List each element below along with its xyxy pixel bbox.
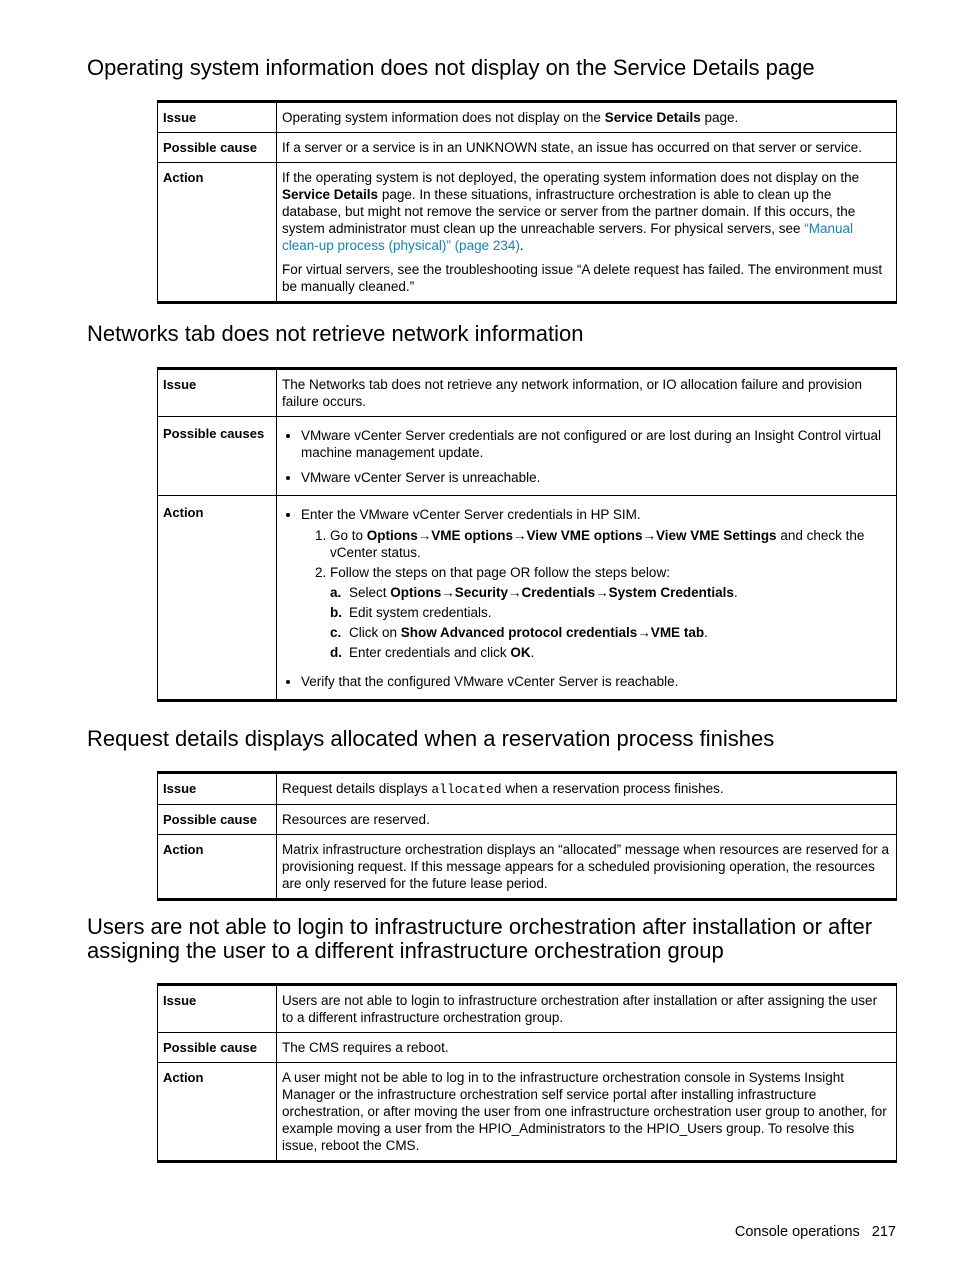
row-value: If a server or a service is in an UNKNOWN state, an issue has occurred on that server or service. [277, 133, 897, 163]
troubleshooting-table [157, 100, 897, 304]
substep-item: c. Click on Show Advanced protocol credentials→VME tab. [330, 625, 708, 640]
issue-row [158, 985, 897, 1033]
action-list [282, 506, 891, 690]
step-item: 1. Go to Options→VME options→View VME options→View VME Settings and check the vCenter status. [330, 527, 891, 561]
section-heading: Operating system information does not display on the Service Details page [87, 55, 815, 80]
troubleshooting-table [157, 983, 897, 1163]
cause-row [158, 1033, 897, 1063]
code-term: allocated [431, 782, 502, 797]
action-paragraph: If the operating system is not deployed, the operating system information does not display on the Service Details page. In these situations, infrastructure orchestration is able to clean up the database, but might not remove the service or server from the partner domain. If this occurs, the system administrator must clean up the unreachable servers. For physical servers, see “Manual clean-up process (physical)” (page 234). [282, 170, 860, 253]
substep-item: a. Select Options→Security→Credentials→System Credentials. [330, 585, 738, 600]
row-label: Issue [158, 773, 277, 805]
page-number: 217 [871, 1224, 896, 1240]
row-label: Action [158, 1063, 277, 1162]
cause-row [158, 805, 897, 835]
list-item: • VMware vCenter Server credentials are not configured or are lost during an Insight Control virtual machine management update. [301, 427, 891, 461]
causes-list [282, 427, 891, 486]
row-label: Action [158, 163, 277, 303]
steps-list [301, 527, 891, 661]
row-label: Possible causes [158, 417, 277, 496]
row-value: Users are not able to login to infrastructure orchestration after installation or after assigning the user to a different infrastructure orchestration group. [277, 985, 897, 1033]
cause-row [158, 417, 897, 496]
row-label: Issue [158, 102, 277, 133]
cross-reference-link[interactable]: “Manual clean-up process (physical)” (page 234) [282, 221, 853, 253]
cause-row [158, 133, 897, 163]
row-label: Issue [158, 985, 277, 1033]
row-value: The CMS requires a reboot. [277, 1033, 897, 1063]
footer-section-title: Console operations [734, 1224, 860, 1240]
row-label: Action [158, 835, 277, 900]
row-label: Issue [158, 369, 277, 417]
action-paragraph: For virtual servers, see the troubleshooting issue “A delete request has failed. The environment must be manually cleaned.” [282, 262, 883, 294]
row-value: Request details displays allocated when a reservation process finishes. [277, 773, 897, 805]
list-item: • VMware vCenter Server is unreachable. [301, 469, 891, 486]
row-value: Matrix infrastructure orchestration displays an “allocated” message when resources are reserved for a provisioning request. If this message appears for a scheduled provisioning operation, the resources are only reserved for the future lease period. [277, 835, 897, 900]
substeps-list [330, 584, 891, 661]
row-value: Resources are reserved. [277, 805, 897, 835]
row-value [277, 163, 897, 303]
list-item: • Enter the VMware vCenter Server credentials in HP SIM. 1. Go to Options→VME options→View VME options→View VME Settings and check the vCenter status. 2. Follow the steps on that page OR follow the steps below: a. Select Options→Security→Credentials→System Credentials. b. Edit system credentials. c. Click on Show Advanced protocol credentials→VME tab. d. Enter credentials and click OK. [301, 506, 891, 661]
section-heading: Request details displays allocated when a reservation process finishes [87, 726, 775, 751]
step-item: 2. Follow the steps on that page OR follow the steps below: a. Select Options→Security→Credentials→System Credentials. b. Edit system credentials. c. Click on Show Advanced protocol credentials→VME tab. d. Enter credentials and click OK. [330, 564, 891, 661]
row-label: Possible cause [158, 133, 277, 163]
row-label: Possible cause [158, 1033, 277, 1063]
issue-row [158, 102, 897, 133]
page-footer [735, 1224, 896, 1240]
action-row [158, 835, 897, 900]
action-row [158, 496, 897, 701]
row-value: Operating system information does not display on the Service Details page. [277, 102, 897, 133]
list-item: • Verify that the configured VMware vCenter Server is reachable. [301, 673, 891, 690]
substep-item: d. Enter credentials and click OK. [330, 645, 535, 660]
substep-item: b. Edit system credentials. [330, 605, 492, 620]
row-value: The Networks tab does not retrieve any network information, or IO allocation failure and provision failure occurs. [277, 369, 897, 417]
troubleshooting-table [157, 771, 897, 901]
section-heading: Networks tab does not retrieve network information [87, 321, 584, 346]
action-row [158, 163, 897, 303]
row-label: Action [158, 496, 277, 701]
row-value [277, 496, 897, 701]
row-label: Possible cause [158, 805, 277, 835]
row-value: A user might not be able to log in to the infrastructure orchestration console in Systems Insight Manager or the infrastructure orchestration self service portal after installing infrastructure orchestration, or after moving the user from one infrastructure orchestration user group to another, for example moving a user from the HPIO_Administrators to the HPIO_Users group. To resolve this issue, reboot the CMS. [277, 1063, 897, 1162]
menu-path: Options→VME options→View VME options→View VME Settings [366, 528, 777, 543]
row-value [277, 417, 897, 496]
troubleshooting-table [157, 367, 897, 702]
issue-row [158, 369, 897, 417]
section-heading: Users are not able to login to infrastructure orchestration after installation or after assigning the user to a different infrastructure orchestration group [87, 914, 873, 963]
action-row [158, 1063, 897, 1162]
issue-row [158, 773, 897, 805]
